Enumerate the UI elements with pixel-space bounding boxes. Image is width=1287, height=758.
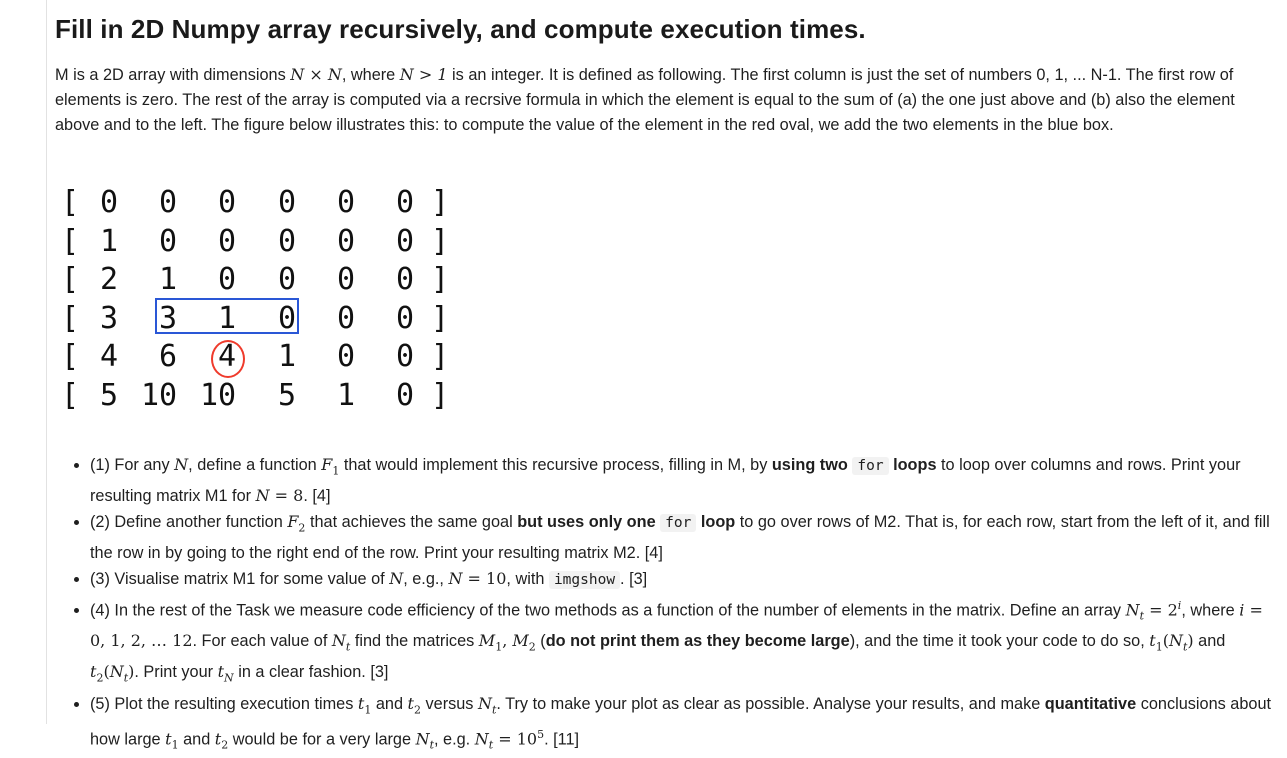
matrix-cell: 0 [396,300,415,336]
matrix-cell: 0 [218,262,237,297]
matrix-cell: 3 [100,300,119,336]
matrix-cell: 0 [337,262,356,297]
close-bracket: ] [431,300,450,336]
close-bracket: ] [431,377,450,413]
matrix-cell: 1 [159,262,178,297]
matrix-cell: 0 [100,185,119,220]
code-imgshow: imgshow [549,571,620,589]
matrix-cell: 4 [218,339,237,374]
page-title: Fill in 2D Numpy array recursively, and compute execution times. [55,14,866,44]
matrix-cell: 0 [159,223,178,259]
math-n-by-n: N × N [290,65,342,84]
task-5: • (5) Plot the resulting execution times $t_1$ and $t_2$ versus $N_t$. Try to make your plot as clear as possible. Analyse your results, and make quantitative conclusions about how large $t_1$ and $t_2$ would be for a very large $N_t$, e.g. $N_t = 10^5$. [11] [90,691,1277,758]
matrix-cell: 10 [141,377,178,413]
open-bracket: [ [61,262,80,297]
matrix-cell: 0 [396,262,415,297]
matrix-cell: 5 [278,377,297,413]
task-1: • (1) For any N, define a function $F_1$ that would implement this recursive process, filling in M, by using two for loops to loop over columns and rows. Print your resulting matrix M1 for N = 8. [4] [90,452,1277,509]
open-bracket: [ [61,339,80,374]
intro-paragraph [55,62,1277,138]
matrix-cell: 10 [200,377,237,413]
matrix-cell: 1 [218,300,237,336]
matrix-cell: 0 [396,377,415,413]
matrix-cell: 0 [278,185,297,220]
intro-text: M is a 2D array with dimensions [55,66,291,84]
open-bracket: [ [61,377,80,413]
close-bracket: ] [431,339,450,374]
matrix-cell: 0 [396,185,415,220]
matrix-cell: 0 [396,223,415,259]
matrix-cell: 0 [278,223,297,259]
open-bracket: [ [61,185,80,220]
close-bracket: ] [431,185,450,220]
task-list [55,452,1277,758]
matrix-cell: 4 [100,339,119,374]
matrix-cell: 0 [337,300,356,336]
matrix-cell: 0 [159,185,178,220]
matrix-cell: 5 [100,377,119,413]
matrix-cell: 0 [337,339,356,374]
matrix-cell: 1 [337,377,356,413]
task-4: • (4) In the rest of the Task we measure code efficiency of the two methods as a function of the number of elements in the matrix. Define an array $N_t = 2^i$, where i = 0, 1, 2, … 12. For each value of $N_t$ find the matrices $M_1$, $M_2$ (do not print them as they become large), and the time it took your code to do so, $t_1(N_t)$ and $t_2(N_t)$. Print your $t_N$ in a clear fashion. [3] [90,593,1277,691]
matrix-cell: 1 [100,223,119,259]
open-bracket: [ [61,300,80,336]
matrix-cell: 0 [396,339,415,374]
intro-text: is an integer. It is defined as following. The first column is just the set of numbers 0, 1, ... N-1. The first row of elements is zero. The rest of the array is computed via a recrsive formula in which the element is equal to the sum of (a) the one just above and (b) also the element above and to the left. The figure below illustrates this: to compute the value of the element in the red oval, we add the two elements in the blue box. [55,66,1235,134]
left-divider [46,0,47,724]
open-bracket: [ [61,223,80,259]
code-for: for [852,457,888,475]
close-bracket: ] [431,223,450,259]
matrix-cell: 0 [218,185,237,220]
task-2: • (2) Define another function $F_2$ that achieves the same goal but uses only one for loop to go over rows of M2. That is, for each row, start from the left of it, and fill the row in by going to the right end of the row. Print your resulting matrix M2. [4] [90,509,1277,565]
matrix-cell: 2 [100,262,119,297]
matrix-cell: 0 [337,185,356,220]
matrix-cell: 1 [278,339,297,374]
intro-text: , where [341,66,400,84]
close-bracket: ] [431,262,450,297]
math-n-gt-1: N > 1 [399,65,448,84]
matrix-cell: 3 [159,300,178,336]
matrix-cell: 0 [337,223,356,259]
code-for: for [660,514,696,532]
matrix-cell: 6 [159,339,178,374]
matrix-cell: 0 [278,300,297,336]
task-3: • (3) Visualise matrix M1 for some value of N, e.g., N = 10, with imgshow . [3] [90,566,1277,593]
matrix-cell: 0 [218,223,237,259]
matrix-cell: 0 [278,262,297,297]
